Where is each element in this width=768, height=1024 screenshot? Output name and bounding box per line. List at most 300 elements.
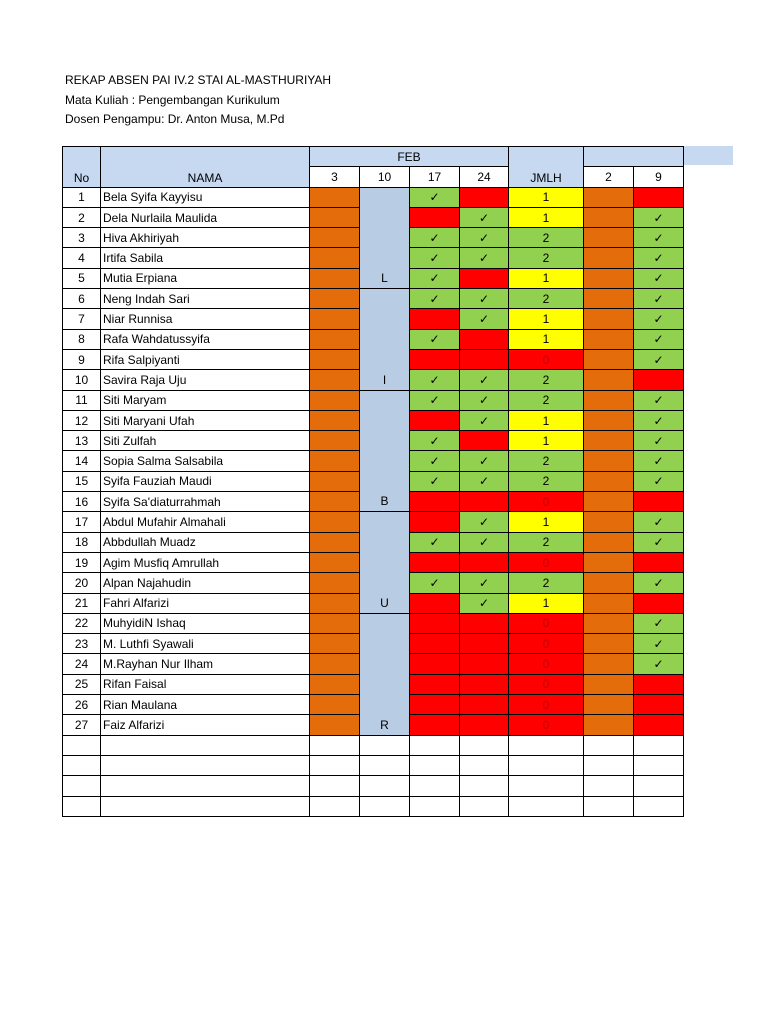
empty-cell — [310, 796, 360, 816]
row-number: 11 — [63, 390, 101, 410]
student-name: Dela Nurlaila Maulida — [101, 207, 310, 227]
attendance-cell-2 — [584, 654, 634, 674]
empty-cell — [360, 755, 410, 775]
attendance-count: 1 — [509, 512, 584, 532]
empty-cell — [360, 735, 410, 755]
empty-cell — [101, 755, 310, 775]
attendance-cell-3 — [310, 187, 360, 207]
attendance-cell-9 — [634, 390, 684, 410]
check-icon: ✓ — [653, 657, 664, 672]
attendance-cell-2 — [584, 573, 634, 593]
attendance-cell-9 — [634, 309, 684, 329]
attendance-cell-2 — [584, 492, 634, 512]
attendance-cell-17 — [410, 613, 460, 633]
attendance-cell-9 — [634, 654, 684, 674]
check-icon: ✓ — [429, 291, 440, 306]
row-number: 21 — [63, 593, 101, 613]
empty-cell — [509, 735, 584, 755]
attendance-cell-2 — [584, 289, 634, 309]
attendance-cell-9 — [634, 674, 684, 694]
attendance-cell-24 — [460, 532, 509, 552]
empty-row — [63, 735, 684, 755]
attendance-cell-17 — [410, 593, 460, 613]
attendance-cell-2 — [584, 207, 634, 227]
attendance-cell-17 — [410, 512, 460, 532]
student-name: Neng Indah Sari — [101, 289, 310, 309]
student-name: Abbdullah Muadz — [101, 532, 310, 552]
attendance-cell-2 — [584, 593, 634, 613]
attendance-count: 2 — [509, 471, 584, 491]
attendance-cell-17 — [410, 431, 460, 451]
empty-cell — [101, 796, 310, 816]
check-icon: ✓ — [429, 190, 440, 205]
check-icon: ✓ — [653, 352, 664, 367]
empty-cell — [410, 796, 460, 816]
attendance-count: 0 — [509, 349, 584, 369]
empty-cell — [634, 735, 684, 755]
empty-cell — [509, 776, 584, 796]
date-header: 3 — [310, 167, 360, 187]
attendance-cell-3 — [310, 552, 360, 572]
attendance-cell-3 — [310, 370, 360, 390]
attendance-count: 2 — [509, 390, 584, 410]
check-icon: ✓ — [429, 535, 440, 550]
attendance-cell-24 — [460, 674, 509, 694]
empty-cell — [63, 776, 101, 796]
student-name: Niar Runnisa — [101, 309, 310, 329]
empty-cell — [509, 796, 584, 816]
attendance-cell-17 — [410, 410, 460, 430]
student-name: M.Rayhan Nur Ilham — [101, 654, 310, 674]
row-number: 12 — [63, 410, 101, 430]
empty-cell — [584, 776, 634, 796]
attendance-count: 0 — [509, 552, 584, 572]
attendance-cell-3 — [310, 268, 360, 288]
col-no-header: No — [63, 147, 101, 188]
attendance-cell-3 — [310, 228, 360, 248]
attendance-count: 2 — [509, 573, 584, 593]
table-row — [63, 390, 684, 410]
table-row — [63, 187, 684, 207]
attendance-cell-3 — [310, 715, 360, 735]
attendance-cell-3 — [310, 613, 360, 633]
check-icon: ✓ — [653, 474, 664, 489]
attendance-cell-24 — [460, 410, 509, 430]
attendance-cell-2 — [584, 410, 634, 430]
empty-row — [63, 776, 684, 796]
attendance-cell-3 — [310, 329, 360, 349]
row-number: 6 — [63, 289, 101, 309]
attendance-cell-3 — [310, 390, 360, 410]
attendance-count: 0 — [509, 674, 584, 694]
empty-cell — [410, 776, 460, 796]
row-number: 7 — [63, 309, 101, 329]
empty-cell — [460, 755, 509, 775]
attendance-cell-9 — [634, 471, 684, 491]
attendance-cell-9 — [634, 512, 684, 532]
attendance-cell-24 — [460, 431, 509, 451]
check-icon: ✓ — [429, 230, 440, 245]
attendance-cell-3 — [310, 634, 360, 654]
row-number: 10 — [63, 370, 101, 390]
attendance-cell-17 — [410, 187, 460, 207]
attendance-cell-9 — [634, 634, 684, 654]
attendance-cell-3 — [310, 695, 360, 715]
row-number: 18 — [63, 532, 101, 552]
check-icon: ✓ — [478, 393, 490, 408]
col-nama-header: NAMA — [101, 147, 310, 188]
student-name: Rifan Faisal — [101, 674, 310, 694]
libur-letter: I — [382, 372, 387, 387]
empty-cell — [310, 735, 360, 755]
row-number: 26 — [63, 695, 101, 715]
attendance-cell-24 — [460, 309, 509, 329]
attendance-count: 1 — [509, 329, 584, 349]
attendance-cell-17 — [410, 695, 460, 715]
attendance-cell-2 — [584, 268, 634, 288]
attendance-count: 2 — [509, 289, 584, 309]
attendance-table — [62, 146, 684, 817]
empty-row — [63, 796, 684, 816]
attendance-cell-24 — [460, 695, 509, 715]
check-icon: ✓ — [653, 636, 664, 651]
attendance-cell-24 — [460, 715, 509, 735]
attendance-cell-3 — [310, 451, 360, 471]
attendance-cell-2 — [584, 674, 634, 694]
check-icon: ✓ — [429, 474, 440, 489]
attendance-cell-24 — [460, 329, 509, 349]
attendance-cell-2 — [584, 431, 634, 451]
attendance-cell-24 — [460, 593, 509, 613]
attendance-count: 0 — [509, 613, 584, 633]
student-name: Siti Zulfah — [101, 431, 310, 451]
check-icon: ✓ — [478, 210, 490, 225]
check-icon: ✓ — [429, 575, 440, 590]
attendance-count: 0 — [509, 695, 584, 715]
check-icon: ✓ — [653, 514, 664, 529]
check-icon: ✓ — [478, 474, 490, 489]
attendance-cell-2 — [584, 390, 634, 410]
attendance-cell-3 — [310, 207, 360, 227]
header-row-month — [63, 147, 684, 167]
libur-cell — [360, 187, 410, 288]
date-header: 17 — [410, 167, 460, 187]
attendance-cell-9 — [634, 715, 684, 735]
attendance-count: 2 — [509, 451, 584, 471]
attendance-cell-17 — [410, 228, 460, 248]
student-name: Siti Maryam — [101, 390, 310, 410]
attendance-cell-24 — [460, 613, 509, 633]
date-header: 10 — [360, 167, 410, 187]
attendance-cell-17 — [410, 715, 460, 735]
table-row — [63, 512, 684, 532]
attendance-count: 1 — [509, 431, 584, 451]
empty-cell — [101, 776, 310, 796]
empty-cell — [410, 735, 460, 755]
check-icon: ✓ — [478, 413, 490, 428]
check-icon: ✓ — [478, 230, 490, 245]
attendance-cell-17 — [410, 309, 460, 329]
libur-letter: L — [381, 271, 388, 286]
attendance-cell-2 — [584, 552, 634, 572]
row-number: 9 — [63, 349, 101, 369]
attendance-cell-24 — [460, 289, 509, 309]
check-icon: ✓ — [478, 372, 490, 387]
empty-row — [63, 755, 684, 775]
student-name: Sopia Salma Salsabila — [101, 451, 310, 471]
empty-cell — [360, 796, 410, 816]
empty-cell — [310, 776, 360, 796]
row-number: 3 — [63, 228, 101, 248]
attendance-cell-9 — [634, 532, 684, 552]
student-name: M. Luthfi Syawali — [101, 634, 310, 654]
attendance-count: 1 — [509, 410, 584, 430]
check-icon: ✓ — [653, 393, 664, 408]
row-number: 5 — [63, 268, 101, 288]
check-icon: ✓ — [653, 251, 664, 266]
attendance-cell-9 — [634, 492, 684, 512]
empty-cell — [634, 796, 684, 816]
attendance-count: 0 — [509, 634, 584, 654]
attendance-cell-17 — [410, 207, 460, 227]
check-icon: ✓ — [653, 332, 664, 347]
attendance-count: 0 — [509, 654, 584, 674]
row-number: 14 — [63, 451, 101, 471]
check-icon: ✓ — [653, 230, 664, 245]
date-header: 24 — [460, 167, 509, 187]
attendance-cell-3 — [310, 349, 360, 369]
check-icon: ✓ — [478, 514, 490, 529]
empty-cell — [310, 755, 360, 775]
empty-cell — [584, 755, 634, 775]
attendance-cell-17 — [410, 532, 460, 552]
libur-cell — [360, 390, 410, 512]
row-number: 23 — [63, 634, 101, 654]
check-icon: ✓ — [478, 535, 490, 550]
attendance-cell-9 — [634, 451, 684, 471]
empty-cell — [509, 755, 584, 775]
row-number: 4 — [63, 248, 101, 268]
empty-cell — [634, 755, 684, 775]
attendance-cell-2 — [584, 187, 634, 207]
attendance-cell-2 — [584, 634, 634, 654]
attendance-cell-9 — [634, 410, 684, 430]
student-name: Syifa Sa'diaturrahmah — [101, 492, 310, 512]
attendance-cell-17 — [410, 674, 460, 694]
student-name: Hiva Akhiriyah — [101, 228, 310, 248]
empty-cell — [101, 735, 310, 755]
attendance-cell-9 — [634, 613, 684, 633]
empty-cell — [584, 796, 634, 816]
check-icon: ✓ — [429, 393, 440, 408]
attendance-cell-3 — [310, 471, 360, 491]
attendance-cell-24 — [460, 451, 509, 471]
student-name: Fahri Alfarizi — [101, 593, 310, 613]
check-icon: ✓ — [653, 271, 664, 286]
attendance-count: 0 — [509, 492, 584, 512]
student-name: Rafa Wahdatussyifa — [101, 329, 310, 349]
attendance-cell-24 — [460, 512, 509, 532]
check-icon: ✓ — [653, 575, 664, 590]
attendance-cell-24 — [460, 573, 509, 593]
student-name: Rian Maulana — [101, 695, 310, 715]
student-name: Faiz Alfarizi — [101, 715, 310, 735]
attendance-cell-9 — [634, 593, 684, 613]
attendance-cell-3 — [310, 289, 360, 309]
attendance-cell-17 — [410, 289, 460, 309]
empty-cell — [584, 735, 634, 755]
col-jmlh-header: JMLH — [509, 147, 584, 188]
attendance-count: 1 — [509, 207, 584, 227]
attendance-cell-3 — [310, 309, 360, 329]
check-icon: ✓ — [653, 312, 664, 327]
attendance-cell-2 — [584, 309, 634, 329]
attendance-cell-17 — [410, 573, 460, 593]
row-number: 22 — [63, 613, 101, 633]
attendance-cell-3 — [310, 492, 360, 512]
attendance-cell-3 — [310, 573, 360, 593]
attendance-cell-9 — [634, 228, 684, 248]
row-number: 20 — [63, 573, 101, 593]
attendance-cell-9 — [634, 268, 684, 288]
attendance-count: 1 — [509, 593, 584, 613]
attendance-cell-24 — [460, 471, 509, 491]
attendance-cell-9 — [634, 695, 684, 715]
check-icon: ✓ — [653, 535, 664, 550]
attendance-cell-2 — [584, 471, 634, 491]
empty-cell — [63, 755, 101, 775]
libur-cell — [360, 512, 410, 613]
course-label: Mata Kuliah : Pengembangan Kurikulum — [65, 93, 280, 107]
student-name: Alpan Najahudin — [101, 573, 310, 593]
empty-cell — [63, 735, 101, 755]
attendance-cell-2 — [584, 228, 634, 248]
date-header: 2 — [584, 167, 634, 187]
attendance-cell-17 — [410, 349, 460, 369]
libur-letter: R — [380, 717, 389, 732]
attendance-cell-24 — [460, 349, 509, 369]
attendance-cell-24 — [460, 390, 509, 410]
attendance-cell-17 — [410, 248, 460, 268]
attendance-cell-9 — [634, 431, 684, 451]
attendance-cell-9 — [634, 289, 684, 309]
attendance-cell-3 — [310, 248, 360, 268]
attendance-cell-2 — [584, 349, 634, 369]
row-number: 19 — [63, 552, 101, 572]
check-icon: ✓ — [429, 433, 440, 448]
attendance-cell-17 — [410, 492, 460, 512]
attendance-count: 1 — [509, 187, 584, 207]
row-number: 24 — [63, 654, 101, 674]
row-number: 13 — [63, 431, 101, 451]
attendance-cell-2 — [584, 329, 634, 349]
attendance-cell-17 — [410, 654, 460, 674]
attendance-cell-2 — [584, 451, 634, 471]
student-name: Siti Maryani Ufah — [101, 410, 310, 430]
month2-header — [584, 147, 684, 167]
attendance-cell-3 — [310, 512, 360, 532]
month-header: FEB — [310, 147, 509, 167]
attendance-count: 2 — [509, 370, 584, 390]
check-icon: ✓ — [653, 413, 664, 428]
attendance-cell-17 — [410, 552, 460, 572]
lecturer-label: Dosen Pengampu: Dr. Anton Musa, M.Pd — [65, 112, 285, 126]
empty-cell — [460, 735, 509, 755]
attendance-cell-2 — [584, 715, 634, 735]
attendance-cell-2 — [584, 512, 634, 532]
attendance-cell-24 — [460, 370, 509, 390]
attendance-cell-9 — [634, 248, 684, 268]
student-name: Mutia Erpiana — [101, 268, 310, 288]
check-icon: ✓ — [429, 251, 440, 266]
student-name: Abdul Mufahir Almahali — [101, 512, 310, 532]
table-row — [63, 289, 684, 309]
attendance-cell-9 — [634, 552, 684, 572]
attendance-count: 1 — [509, 309, 584, 329]
attendance-cell-24 — [460, 187, 509, 207]
attendance-cell-2 — [584, 248, 634, 268]
student-name: Agim Musfiq Amrullah — [101, 552, 310, 572]
attendance-cell-2 — [584, 532, 634, 552]
attendance-cell-17 — [410, 634, 460, 654]
row-number: 2 — [63, 207, 101, 227]
check-icon: ✓ — [653, 291, 664, 306]
check-icon: ✓ — [429, 271, 440, 286]
attendance-cell-24 — [460, 248, 509, 268]
student-name: MuhyidiN Ishaq — [101, 613, 310, 633]
empty-cell — [360, 776, 410, 796]
check-icon: ✓ — [429, 372, 440, 387]
attendance-cell-24 — [460, 207, 509, 227]
empty-cell — [63, 796, 101, 816]
attendance-cell-9 — [634, 187, 684, 207]
date-header: 9 — [634, 167, 684, 187]
attendance-cell-17 — [410, 451, 460, 471]
attendance-cell-17 — [410, 390, 460, 410]
check-icon: ✓ — [653, 210, 664, 225]
check-icon: ✓ — [653, 433, 664, 448]
libur-cell — [360, 613, 410, 735]
empty-cell — [410, 755, 460, 775]
attendance-cell-9 — [634, 207, 684, 227]
attendance-cell-3 — [310, 674, 360, 694]
row-number: 27 — [63, 715, 101, 735]
check-icon: ✓ — [478, 454, 490, 469]
libur-letter: B — [380, 494, 389, 509]
attendance-cell-3 — [310, 593, 360, 613]
row-number: 8 — [63, 329, 101, 349]
table-row — [63, 613, 684, 633]
attendance-cell-17 — [410, 370, 460, 390]
check-icon: ✓ — [653, 454, 664, 469]
empty-cell — [634, 776, 684, 796]
check-icon: ✓ — [653, 616, 664, 631]
attendance-cell-2 — [584, 370, 634, 390]
row-number: 1 — [63, 187, 101, 207]
student-name: Irtifa Sabila — [101, 248, 310, 268]
check-icon: ✓ — [478, 291, 490, 306]
row-number: 15 — [63, 471, 101, 491]
attendance-cell-24 — [460, 492, 509, 512]
attendance-count: 2 — [509, 248, 584, 268]
attendance-cell-17 — [410, 471, 460, 491]
student-name: Savira Raja Uju — [101, 370, 310, 390]
attendance-cell-17 — [410, 329, 460, 349]
empty-cell — [460, 796, 509, 816]
attendance-cell-24 — [460, 268, 509, 288]
check-icon: ✓ — [478, 312, 490, 327]
libur-cell — [360, 289, 410, 390]
